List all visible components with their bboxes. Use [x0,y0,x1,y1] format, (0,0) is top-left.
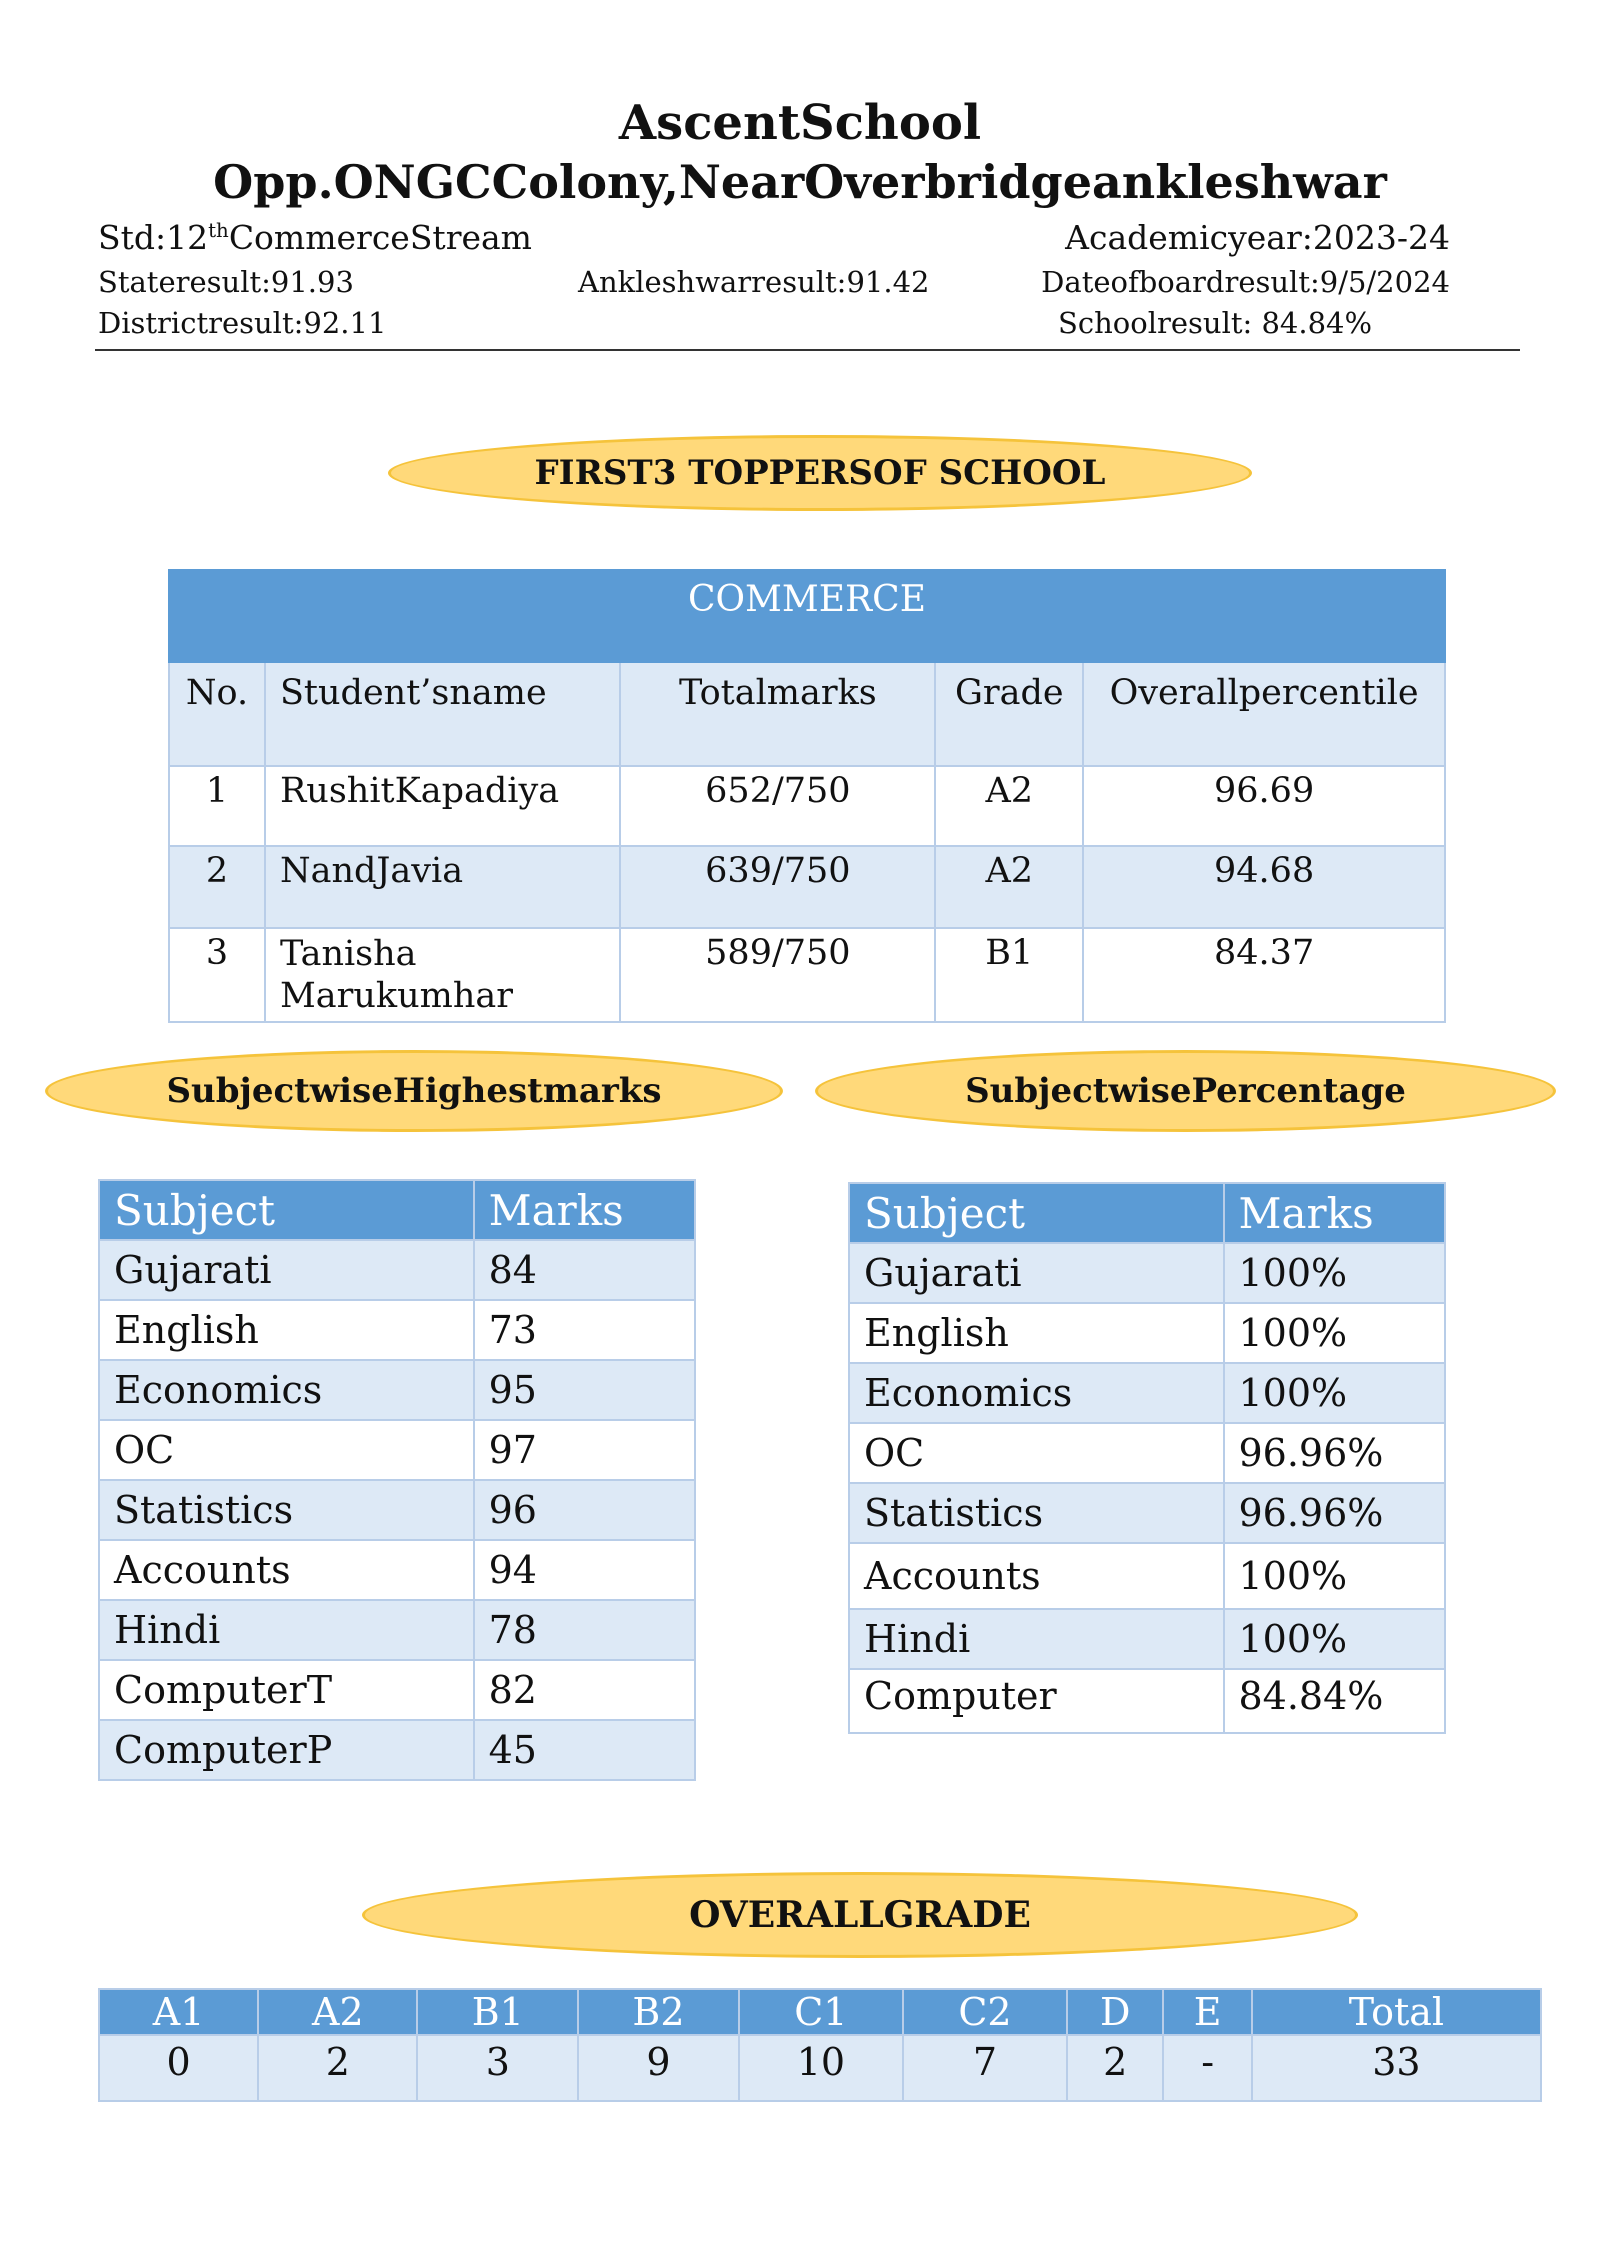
cell-student-name: NandJavia [265,846,620,928]
stream-label: CommerceStream [228,218,532,257]
grade-header-c2: C2 [903,1989,1067,2035]
header-divider [95,349,1520,351]
percentage-table [848,1182,1446,1734]
cell-total-marks: 652/750 [620,766,935,846]
grade-header-c1: C1 [739,1989,903,2035]
cell-marks: 97 [474,1420,695,1480]
cell-percentage: 100% [1224,1543,1446,1609]
cell-percentage: 96.96% [1224,1483,1446,1543]
cell-subject: Statistics [849,1483,1224,1543]
grade-value-a2: 2 [258,2035,417,2101]
col-header-subject: Subject [99,1180,474,1240]
table-row [849,1303,1445,1363]
cell-subject: OC [99,1420,474,1480]
state-result: Stateresult:91.93 [98,265,354,299]
board-result-date: Dateofboardresult:9/5/2024 [1041,265,1450,299]
table-row [849,1243,1445,1303]
cell-grade: A2 [935,846,1083,928]
grade-value-c1: 10 [739,2035,903,2101]
highest-marks-banner: SubjectwiseHighestmarks [45,1050,783,1132]
table-row [849,1423,1445,1483]
col-header-percentile: Overallpercentile [1083,662,1445,766]
col-header-student-name: Student’sname [265,662,620,766]
cell-student-name: RushitKapadiya [265,766,620,846]
table-row [849,1669,1445,1733]
toppers-table [168,569,1446,1023]
table-row [99,1660,695,1720]
cell-subject: English [99,1300,474,1360]
cell-grade: B1 [935,928,1083,1022]
table-row [849,1609,1445,1669]
cell-subject: Gujarati [849,1243,1224,1303]
cell-percentage: 100% [1224,1609,1446,1669]
cell-no: 1 [169,766,265,846]
percentage-banner: SubjectwisePercentage [815,1050,1556,1132]
table-row [849,1483,1445,1543]
cell-subject: English [849,1303,1224,1363]
percentage-header-row [849,1183,1445,1243]
grade-header-total: Total [1252,1989,1541,2035]
table-row [169,928,1445,1022]
toppers-banner: FIRST3 TOPPERSOF SCHOOL [388,435,1252,511]
table-row [169,766,1445,846]
cell-percentage: 96.96% [1224,1423,1446,1483]
cell-percentile: 84.37 [1083,928,1445,1022]
cell-grade: A2 [935,766,1083,846]
cell-total-marks: 639/750 [620,846,935,928]
grade-header-e: E [1163,1989,1251,2035]
cell-subject: ComputerP [99,1720,474,1780]
grade-header-a1: A1 [99,1989,258,2035]
cell-subject: Statistics [99,1480,474,1540]
grade-header-b2: B2 [578,1989,739,2035]
table-row [99,1480,695,1540]
grade-header-row [99,1989,1541,2035]
cell-percentage: 100% [1224,1363,1446,1423]
grade-value-b1: 3 [417,2035,578,2101]
table-row [99,1720,695,1780]
toppers-header-row [169,662,1445,766]
cell-subject: Computer [849,1669,1224,1733]
grade-value-a1: 0 [99,2035,258,2101]
table-row [99,1540,695,1600]
cell-subject: OC [849,1423,1224,1483]
cell-subject: Hindi [849,1609,1224,1669]
cell-subject: Economics [99,1360,474,1420]
cell-student-name: Tanisha Marukumhar [265,928,620,1022]
school-result: Schoolresult: 84.84% [1058,306,1373,340]
cell-subject: Economics [849,1363,1224,1423]
table-row [849,1363,1445,1423]
standard-stream [98,218,532,257]
col-header-marks: Marks [1224,1183,1446,1243]
grade-value-d: 2 [1067,2035,1163,2101]
table-row [169,846,1445,928]
cell-marks: 84 [474,1240,695,1300]
cell-no: 3 [169,928,265,1022]
grade-header-b1: B1 [417,1989,578,2035]
grade-header-a2: A2 [258,1989,417,2035]
cell-subject: Accounts [849,1543,1224,1609]
cell-marks: 45 [474,1720,695,1780]
std-superscript: th [208,219,229,242]
cell-marks: 73 [474,1300,695,1360]
table-row [99,1300,695,1360]
highest-marks-header-row [99,1180,695,1240]
cell-percentage: 100% [1224,1243,1446,1303]
table-row [99,1420,695,1480]
cell-marks: 96 [474,1480,695,1540]
col-header-grade: Grade [935,662,1083,766]
overall-grade-table [98,1988,1542,2102]
table-row [99,1240,695,1300]
cell-percentage: 84.84% [1224,1669,1446,1733]
table-row [849,1543,1445,1609]
cell-marks: 94 [474,1540,695,1600]
grade-value-b2: 9 [578,2035,739,2101]
grade-value-total: 33 [1252,2035,1541,2101]
cell-marks: 82 [474,1660,695,1720]
cell-percentage: 100% [1224,1303,1446,1363]
col-header-marks: Marks [474,1180,695,1240]
district-result: Districtresult:92.11 [98,306,387,340]
cell-subject: Accounts [99,1540,474,1600]
cell-percentile: 94.68 [1083,846,1445,928]
col-header-total-marks: Totalmarks [620,662,935,766]
std-prefix: Std:12 [98,218,209,257]
overall-grade-banner: OVERALLGRADE [362,1872,1358,1958]
cell-marks: 78 [474,1600,695,1660]
grade-value-e: - [1163,2035,1251,2101]
cell-subject: ComputerT [99,1660,474,1720]
cell-percentile: 96.69 [1083,766,1445,846]
cell-marks: 95 [474,1360,695,1420]
academic-year: Academicyear:2023-24 [1065,218,1450,257]
table-row [99,1360,695,1420]
grade-header-d: D [1067,1989,1163,2035]
cell-subject: Hindi [99,1600,474,1660]
cell-subject: Gujarati [99,1240,474,1300]
col-header-subject: Subject [849,1183,1224,1243]
cell-total-marks: 589/750 [620,928,935,1022]
highest-marks-table [98,1179,696,1781]
grade-value-c2: 7 [903,2035,1067,2101]
ankleshwar-result: Ankleshwarresult:91.42 [578,265,930,299]
cell-no: 2 [169,846,265,928]
toppers-table-title: COMMERCE [169,570,1445,662]
school-address: Opp.ONGCColony,NearOverbridgeankleshwar [213,155,1387,209]
table-row [99,1600,695,1660]
col-header-no: No. [169,662,265,766]
grade-values-row [99,2035,1541,2101]
school-name: AscentSchool [618,95,982,151]
